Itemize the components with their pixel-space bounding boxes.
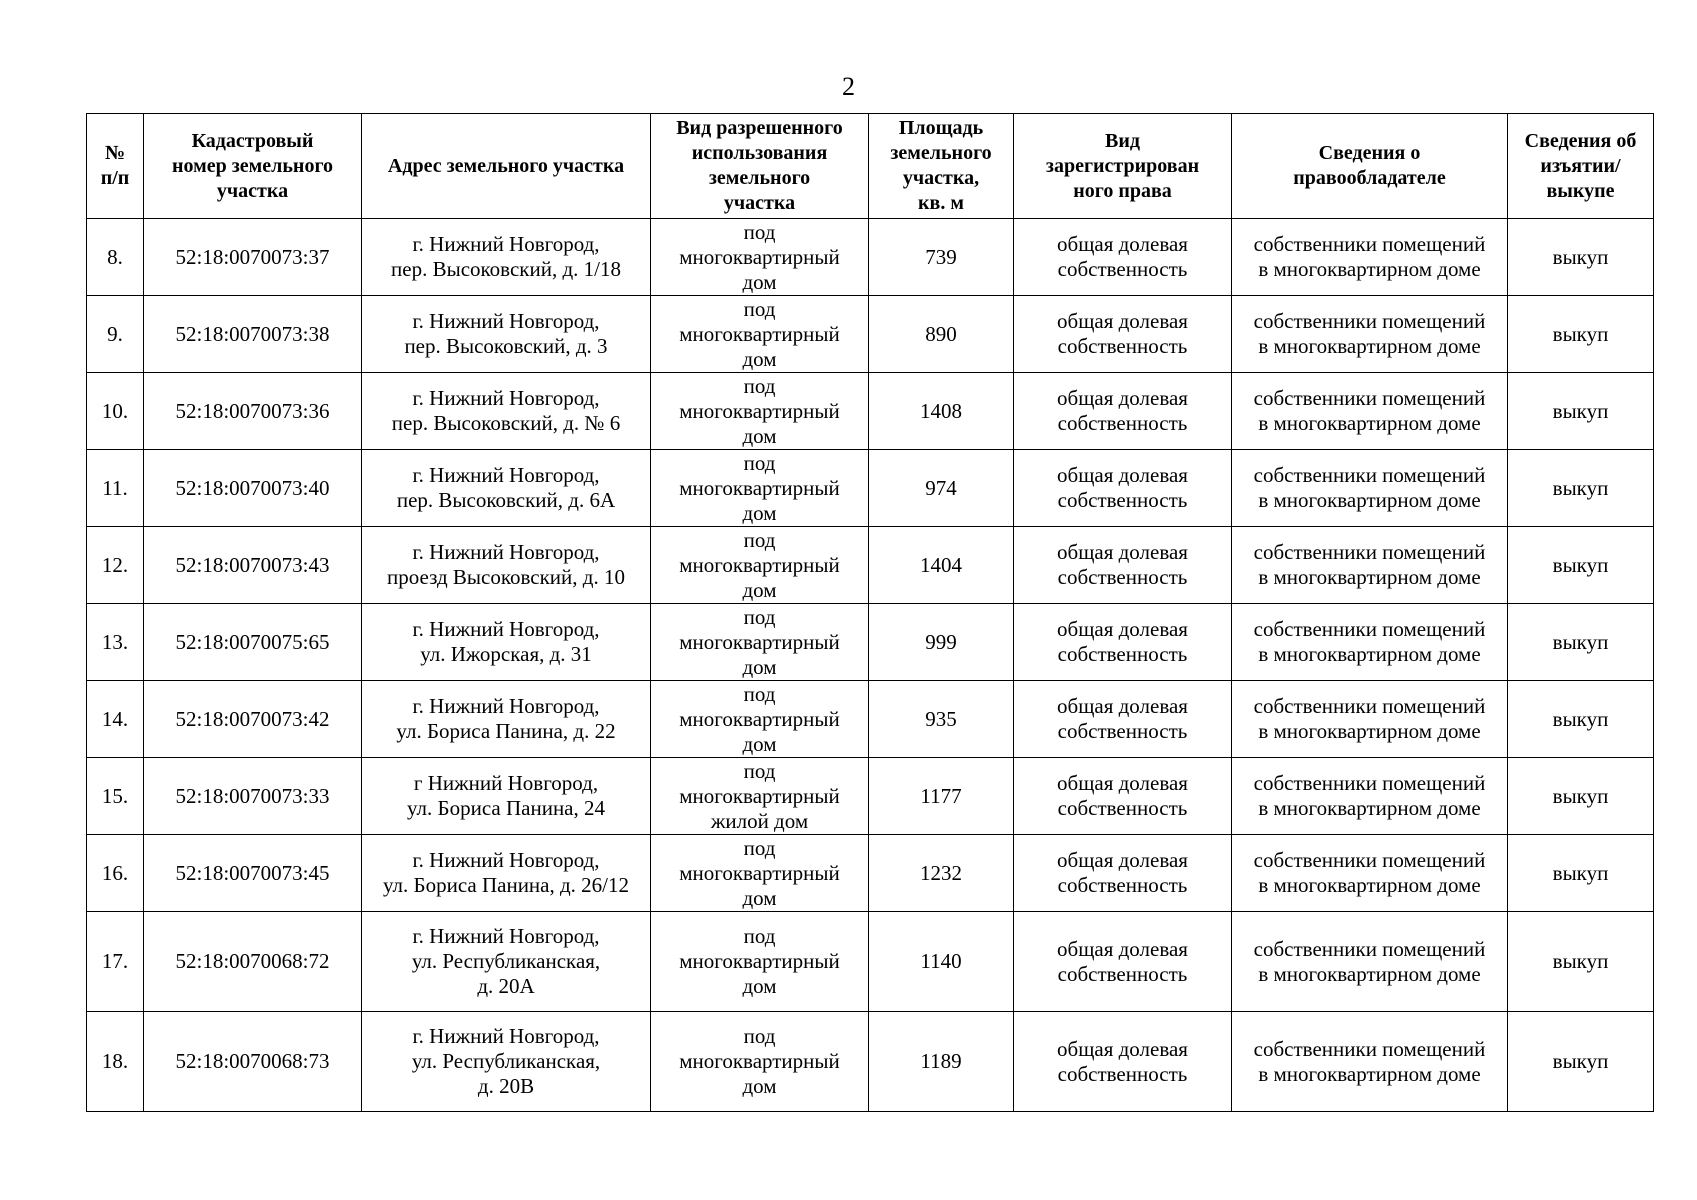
- cell-address: [362, 296, 651, 373]
- cell-right-holder-line: в многоквартирном доме: [1258, 411, 1481, 435]
- cell-withdrawal: выкуп: [1508, 835, 1654, 912]
- cell-permitted-use-line: дом: [742, 423, 777, 448]
- cell-cadastral-number: 52:18:0070073:33: [144, 758, 362, 835]
- cell-address-line: д. 20В: [477, 1074, 535, 1098]
- land-plots-table: [86, 113, 1654, 1112]
- cell-registered-right-line: собственность: [1057, 411, 1188, 435]
- cell-right-holder: [1232, 604, 1508, 681]
- cell-address-line: г. Нижний Новгород,: [412, 309, 600, 333]
- table-row: [87, 912, 1654, 1012]
- cell-withdrawal: выкуп: [1508, 681, 1654, 758]
- table-body: [87, 219, 1654, 1112]
- cell-registered-right-line: собственность: [1057, 1061, 1188, 1086]
- cell-area: 935: [869, 681, 1014, 758]
- cell-registered-right-line: собственность: [1057, 796, 1188, 820]
- cell-cadastral-number: 52:18:0070073:37: [144, 219, 362, 296]
- cell-right-holder-line: в многоквартирном доме: [1258, 1061, 1481, 1086]
- cell-withdrawal: выкуп: [1508, 296, 1654, 373]
- header-address: [362, 114, 651, 219]
- cell-permitted-use: [651, 219, 869, 296]
- cell-registered-right-line: собственность: [1057, 961, 1188, 986]
- cell-address-line: г. Нижний Новгород,: [412, 924, 600, 948]
- cell-cadastral-number: 52:18:0070073:40: [144, 450, 362, 527]
- cell-registered-right: [1014, 604, 1232, 681]
- cell-area: 1404: [869, 527, 1014, 604]
- cell-address-line: г. Нижний Новгород,: [412, 232, 600, 256]
- header-holder-line: правообладателе: [1293, 167, 1446, 189]
- cell-registered-right-line: общая долевая: [1057, 309, 1188, 333]
- cell-address: [362, 604, 651, 681]
- cell-address: [362, 373, 651, 450]
- cell-permitted-use-line: под: [743, 373, 776, 398]
- cell-registered-right-line: общая долевая: [1057, 936, 1188, 961]
- cell-right-holder-line: собственники помещений: [1253, 1036, 1486, 1061]
- cell-address-line: пер. Высоковский, д. 6А: [396, 488, 616, 512]
- cell-cadastral-number: 52:18:0070073:38: [144, 296, 362, 373]
- cell-permitted-use: [651, 758, 869, 835]
- cell-area: 1232: [869, 835, 1014, 912]
- header-area-line: участка,: [902, 167, 980, 189]
- cell-address-line: проезд Высоковский, д. 10: [387, 565, 625, 589]
- cell-address-line: пер. Высоковский, д. № 6: [391, 411, 621, 435]
- cell-registered-right: [1014, 912, 1232, 1012]
- cell-permitted-use-line: под: [743, 1024, 776, 1048]
- header-area-line: земельного: [890, 142, 992, 164]
- header-num-line: п/п: [100, 167, 130, 189]
- cell-registered-right-line: собственность: [1057, 719, 1188, 743]
- cell-right-holder: [1232, 219, 1508, 296]
- cell-address-line: г. Нижний Новгород,: [412, 1024, 600, 1048]
- cell-right-holder-line: собственники помещений: [1253, 848, 1486, 872]
- header-right: [1014, 114, 1232, 219]
- cell-withdrawal: выкуп: [1508, 527, 1654, 604]
- cell-permitted-use-line: под: [743, 527, 776, 552]
- table-row: [87, 527, 1654, 604]
- cell-num: 10.: [87, 373, 144, 450]
- header-area-line: Площадь: [898, 117, 984, 139]
- cell-right-holder-line: собственники помещений: [1253, 463, 1486, 487]
- cell-registered-right: [1014, 450, 1232, 527]
- cell-num: 15.: [87, 758, 144, 835]
- cell-permitted-use-line: дом: [742, 654, 777, 679]
- cell-permitted-use: [651, 296, 869, 373]
- cell-address-line: г. Нижний Новгород,: [412, 386, 600, 410]
- cell-permitted-use-line: многоквартирный: [679, 321, 840, 346]
- cell-registered-right: [1014, 681, 1232, 758]
- cell-registered-right-line: общая долевая: [1057, 771, 1188, 795]
- cell-registered-right-line: собственность: [1057, 488, 1188, 512]
- cell-area: 999: [869, 604, 1014, 681]
- cell-withdrawal: выкуп: [1508, 758, 1654, 835]
- cell-address: [362, 835, 651, 912]
- cell-right-holder: [1232, 527, 1508, 604]
- header-withdrawal-line: выкупе: [1546, 179, 1615, 202]
- cell-permitted-use-line: дом: [742, 500, 777, 525]
- cell-permitted-use-line: многоквартирный: [679, 475, 840, 500]
- cell-address-line: г. Нижний Новгород,: [412, 617, 600, 641]
- header-cadastral-line: Кадастровый: [191, 129, 314, 152]
- cell-address-line: ул. Ижорская, д. 31: [420, 642, 592, 666]
- cell-right-holder: [1232, 912, 1508, 1012]
- cell-permitted-use-line: многоквартирный: [679, 552, 840, 577]
- cell-area: 1189: [869, 1012, 1014, 1112]
- cell-permitted-use: [651, 527, 869, 604]
- cell-registered-right-line: собственность: [1057, 642, 1188, 666]
- cell-right-holder-line: собственники помещений: [1253, 309, 1486, 333]
- cell-permitted-use-line: многоквартирный: [679, 860, 840, 885]
- cell-num: 13.: [87, 604, 144, 681]
- cell-area: 974: [869, 450, 1014, 527]
- header-withdrawal-line: изъятии/: [1540, 154, 1621, 177]
- cell-cadastral-number: 52:18:0070073:45: [144, 835, 362, 912]
- cell-registered-right: [1014, 835, 1232, 912]
- header-right-line: зарегистрирован: [1045, 154, 1200, 177]
- header-use-line: использования: [691, 142, 828, 164]
- cell-registered-right-line: общая долевая: [1057, 386, 1188, 410]
- cell-area: 1177: [869, 758, 1014, 835]
- cell-withdrawal: выкуп: [1508, 1012, 1654, 1112]
- cell-right-holder-line: собственники помещений: [1253, 540, 1486, 564]
- cell-permitted-use-line: под: [743, 835, 776, 860]
- header-holder: [1232, 114, 1508, 219]
- cell-permitted-use-line: многоквартирный: [679, 398, 840, 423]
- cell-withdrawal: выкуп: [1508, 604, 1654, 681]
- cell-permitted-use-line: дом: [742, 1074, 777, 1098]
- cell-area: 1408: [869, 373, 1014, 450]
- cell-registered-right: [1014, 758, 1232, 835]
- cell-right-holder-line: в многоквартирном доме: [1258, 961, 1481, 986]
- header-num-line: №: [104, 142, 126, 164]
- cell-withdrawal: выкуп: [1508, 373, 1654, 450]
- table-row: [87, 219, 1654, 296]
- header-address-line: Адрес земельного участка: [387, 154, 625, 177]
- header-num: [87, 114, 144, 219]
- cell-permitted-use: [651, 835, 869, 912]
- table-row: [87, 604, 1654, 681]
- cell-num: 8.: [87, 219, 144, 296]
- cell-num: 12.: [87, 527, 144, 604]
- cell-registered-right-line: общая долевая: [1057, 617, 1188, 641]
- cell-right-holder: [1232, 758, 1508, 835]
- cell-address-line: г. Нижний Новгород,: [412, 848, 600, 872]
- cell-num: 17.: [87, 912, 144, 1012]
- cell-permitted-use-line: многоквартирный: [679, 1049, 840, 1073]
- cell-right-holder-line: собственники помещений: [1253, 936, 1486, 961]
- cell-area: 739: [869, 219, 1014, 296]
- cell-permitted-use-line: дом: [742, 974, 777, 998]
- cell-permitted-use-line: многоквартирный: [679, 783, 840, 808]
- cell-right-holder-line: собственники помещений: [1253, 771, 1486, 795]
- cell-right-holder-line: в многоквартирном доме: [1258, 719, 1481, 743]
- cell-cadastral-number: 52:18:0070068:73: [144, 1012, 362, 1112]
- cell-registered-right-line: собственность: [1057, 334, 1188, 358]
- cell-right-holder: [1232, 681, 1508, 758]
- cell-registered-right-line: общая долевая: [1057, 232, 1188, 256]
- cell-address-line: д. 20А: [477, 974, 535, 998]
- cell-permitted-use-line: под: [743, 924, 776, 948]
- cell-right-holder-line: в многоквартирном доме: [1258, 257, 1481, 281]
- cell-registered-right: [1014, 373, 1232, 450]
- cell-address: [362, 527, 651, 604]
- cell-registered-right: [1014, 219, 1232, 296]
- cell-registered-right-line: собственность: [1057, 257, 1188, 281]
- cell-permitted-use-line: многоквартирный: [679, 244, 840, 269]
- cell-address: [362, 450, 651, 527]
- cell-registered-right-line: собственность: [1057, 565, 1188, 589]
- cell-num: 18.: [87, 1012, 144, 1112]
- cell-cadastral-number: 52:18:0070073:42: [144, 681, 362, 758]
- cell-address: [362, 1012, 651, 1112]
- cell-right-holder-line: собственники помещений: [1253, 386, 1486, 410]
- table-row: [87, 681, 1654, 758]
- cell-area: 1140: [869, 912, 1014, 1012]
- table-header: [87, 114, 1654, 219]
- table-row: [87, 1012, 1654, 1112]
- cell-address: [362, 681, 651, 758]
- header-area-line: кв. м: [918, 192, 964, 214]
- header-cadastral: [144, 114, 362, 219]
- cell-permitted-use-line: под: [743, 450, 776, 475]
- table-row: [87, 373, 1654, 450]
- cell-right-holder: [1232, 1012, 1508, 1112]
- cell-withdrawal: выкуп: [1508, 219, 1654, 296]
- cell-address-line: ул. Бориса Панина, д. 26/12: [382, 873, 630, 897]
- cell-num: 9.: [87, 296, 144, 373]
- cell-address-line: ул. Бориса Панина, 24: [406, 796, 606, 820]
- cell-cadastral-number: 52:18:0070075:65: [144, 604, 362, 681]
- cell-address: [362, 758, 651, 835]
- cell-address-line: ул. Республиканская,: [411, 949, 601, 973]
- cell-cadastral-number: 52:18:0070068:72: [144, 912, 362, 1012]
- cell-permitted-use-line: дом: [742, 269, 777, 294]
- cell-right-holder-line: собственники помещений: [1253, 694, 1486, 718]
- cell-registered-right: [1014, 527, 1232, 604]
- header-right-line: Вид: [1105, 129, 1140, 152]
- header-right-line: ного права: [1073, 179, 1172, 202]
- cell-right-holder-line: в многоквартирном доме: [1258, 873, 1481, 897]
- cell-right-holder: [1232, 296, 1508, 373]
- cell-address-line: пер. Высоковский, д. 1/18: [391, 257, 621, 281]
- cell-registered-right-line: общая долевая: [1057, 1036, 1188, 1061]
- cell-permitted-use-line: под: [743, 219, 776, 244]
- cell-registered-right-line: общая долевая: [1057, 694, 1188, 718]
- table-row: [87, 296, 1654, 373]
- cell-num: 11.: [87, 450, 144, 527]
- page-number: 2: [842, 72, 855, 101]
- header-area: [869, 114, 1014, 219]
- cell-permitted-use-line: под: [743, 758, 776, 783]
- cell-permitted-use-line: многоквартирный: [679, 629, 840, 654]
- cell-registered-right: [1014, 1012, 1232, 1112]
- cell-address: [362, 219, 651, 296]
- header-cadastral-line: участка: [216, 179, 289, 202]
- cell-permitted-use-line: дом: [742, 731, 777, 756]
- cell-num: 16.: [87, 835, 144, 912]
- cell-cadastral-number: 52:18:0070073:43: [144, 527, 362, 604]
- cell-registered-right-line: общая долевая: [1057, 540, 1188, 564]
- cell-permitted-use-line: дом: [742, 885, 777, 910]
- cell-permitted-use: [651, 681, 869, 758]
- cell-permitted-use-line: жилой дом: [710, 808, 809, 833]
- cell-right-holder-line: в многоквартирном доме: [1258, 334, 1481, 358]
- table-row: [87, 835, 1654, 912]
- cell-num: 14.: [87, 681, 144, 758]
- cell-permitted-use-line: многоквартирный: [679, 706, 840, 731]
- cell-address-line: г. Нижний Новгород,: [412, 694, 600, 718]
- cell-address: [362, 912, 651, 1012]
- cell-address-line: ул. Бориса Панина, д. 22: [396, 719, 616, 743]
- cell-permitted-use-line: дом: [742, 577, 777, 602]
- cell-permitted-use: [651, 604, 869, 681]
- cell-withdrawal: выкуп: [1508, 450, 1654, 527]
- cell-registered-right-line: общая долевая: [1057, 848, 1188, 872]
- header-withdrawal: [1508, 114, 1654, 219]
- header-cadastral-line: номер земельного: [171, 154, 334, 177]
- cell-registered-right-line: собственность: [1057, 873, 1188, 897]
- table-row: [87, 450, 1654, 527]
- cell-registered-right-line: общая долевая: [1057, 463, 1188, 487]
- cell-right-holder: [1232, 373, 1508, 450]
- cell-right-holder-line: собственники помещений: [1253, 617, 1486, 641]
- cell-permitted-use-line: под: [743, 604, 776, 629]
- cell-address-line: г. Нижний Новгород,: [412, 540, 600, 564]
- cell-permitted-use-line: многоквартирный: [679, 949, 840, 973]
- cell-cadastral-number: 52:18:0070073:36: [144, 373, 362, 450]
- cell-permitted-use: [651, 1012, 869, 1112]
- header-use: [651, 114, 869, 219]
- cell-right-holder-line: в многоквартирном доме: [1258, 565, 1481, 589]
- cell-permitted-use-line: дом: [742, 346, 777, 371]
- cell-registered-right: [1014, 296, 1232, 373]
- cell-permitted-use: [651, 912, 869, 1012]
- cell-address-line: г. Нижний Новгород,: [412, 463, 600, 487]
- cell-address-line: г Нижний Новгород,: [413, 771, 599, 795]
- header-holder-line: Сведения о: [1318, 142, 1421, 164]
- header-row: [87, 114, 1654, 219]
- cell-permitted-use: [651, 373, 869, 450]
- header-use-line: участка: [723, 192, 796, 214]
- cell-right-holder-line: в многоквартирном доме: [1258, 642, 1481, 666]
- header-use-line: земельного: [708, 167, 811, 189]
- cell-permitted-use: [651, 450, 869, 527]
- cell-withdrawal: выкуп: [1508, 912, 1654, 1012]
- header-use-line: Вид разрешенного: [676, 117, 843, 139]
- cell-permitted-use-line: под: [743, 296, 776, 321]
- cell-address-line: пер. Высоковский, д. 3: [404, 334, 608, 358]
- cell-right-holder-line: в многоквартирном доме: [1258, 796, 1481, 820]
- cell-permitted-use-line: под: [743, 681, 776, 706]
- header-withdrawal-line: Сведения об: [1524, 129, 1637, 152]
- cell-right-holder-line: собственники помещений: [1253, 232, 1486, 256]
- cell-address-line: ул. Республиканская,: [411, 1049, 601, 1073]
- cell-right-holder-line: в многоквартирном доме: [1258, 488, 1481, 512]
- cell-right-holder: [1232, 835, 1508, 912]
- cell-right-holder: [1232, 450, 1508, 527]
- table-row: [87, 758, 1654, 835]
- cell-area: 890: [869, 296, 1014, 373]
